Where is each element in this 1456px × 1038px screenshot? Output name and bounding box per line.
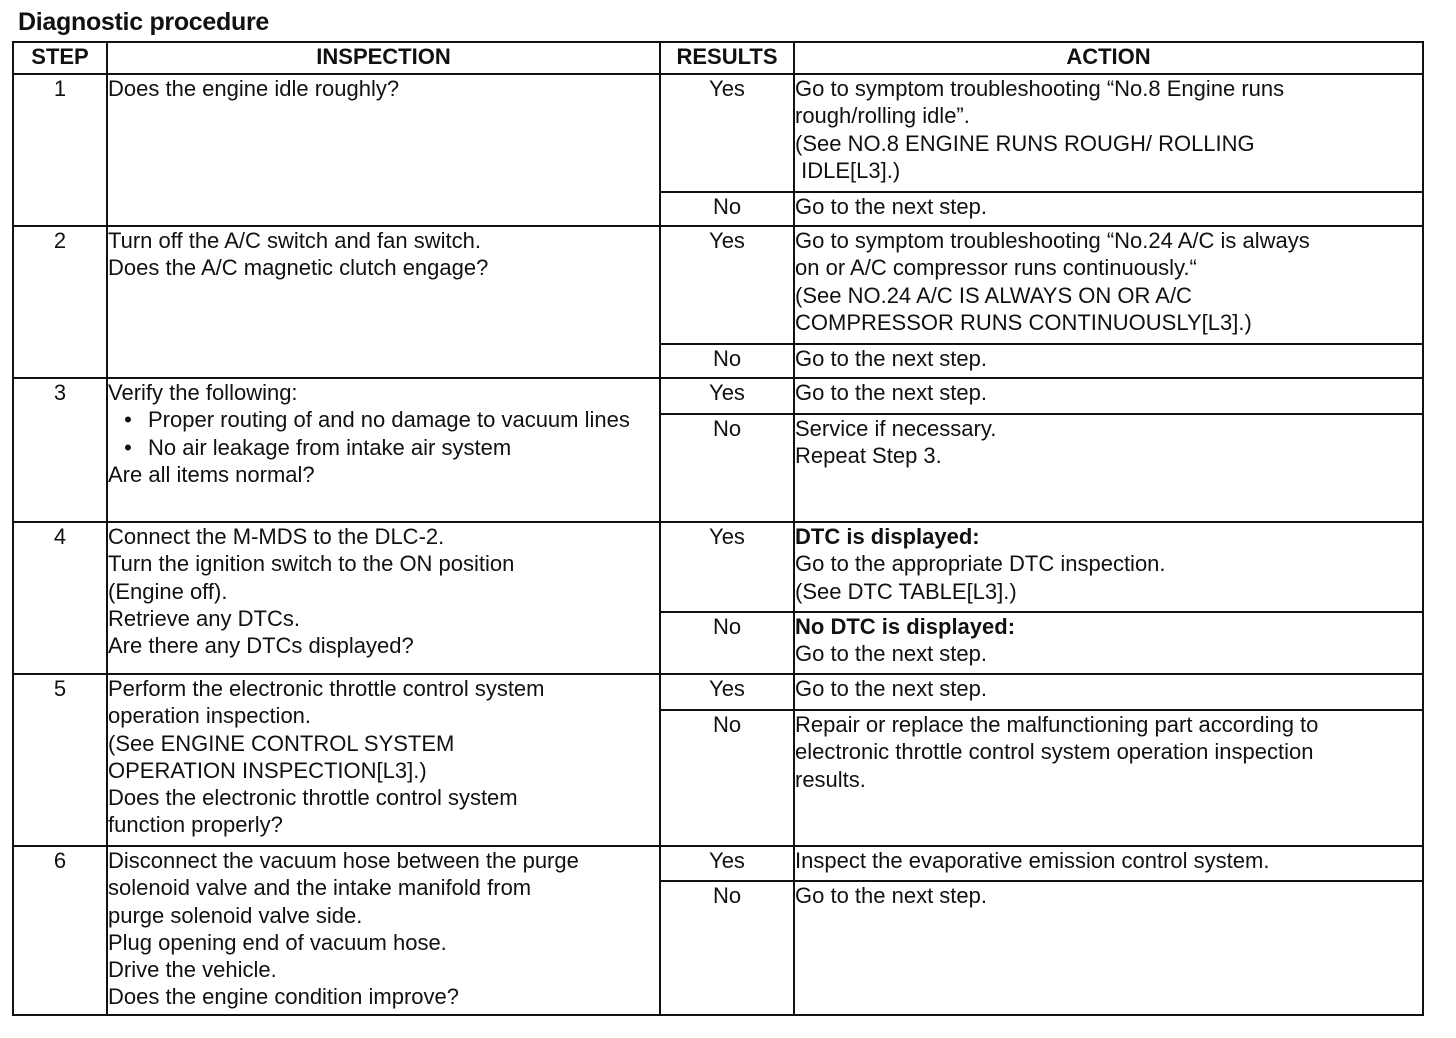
action-text: Service if necessary. [795, 416, 997, 441]
step-number: 2 [13, 226, 107, 378]
action-cell [794, 674, 1423, 710]
inspection-text: Disconnect the vacuum hose between the purge [108, 848, 579, 873]
inspection-text: OPERATION INSPECTION[L3].) [108, 757, 427, 783]
result-yes: Yes [660, 846, 794, 881]
step-number: 1 [13, 74, 107, 226]
bullet-icon: • [124, 434, 132, 460]
action-text: (See DTC TABLE[L3].) [795, 578, 1017, 604]
result-no: No [660, 192, 794, 226]
result-yes: Yes [660, 226, 794, 344]
action-text: (See NO.8 ENGINE RUNS ROUGH/ ROLLING [795, 130, 1255, 156]
inspection-text: Plug opening end of vacuum hose. [108, 929, 447, 955]
action-text: Go to symptom troubleshooting “No.24 A/C is always [795, 228, 1310, 253]
table-header-row [13, 42, 1423, 74]
inspection-text: Turn off the A/C switch and fan switch. [108, 228, 481, 253]
action-text: on or A/C compressor runs continuously.“ [795, 255, 1197, 281]
inspection-cell [107, 74, 660, 226]
page-title: Diagnostic procedure [18, 8, 269, 36]
inspection-text: Does the electronic throttle control system [108, 785, 518, 811]
inspection-text: Does the engine condition improve? [108, 984, 460, 1010]
bullet-text: No air leakage from intake air system [148, 434, 512, 460]
action-text: Repair or replace the malfunctioning part according to [795, 712, 1319, 737]
inspection-text: Perform the electronic throttle control system [108, 676, 545, 701]
header-inspection: INSPECTION [107, 42, 660, 74]
action-text: Go to the next step. [795, 883, 988, 908]
result-yes: Yes [660, 378, 794, 414]
result-yes: Yes [660, 674, 794, 710]
action-text: results. [795, 766, 866, 792]
bullet-text: Proper routing of and no damage to vacuum lines [148, 407, 630, 433]
step-number: 4 [13, 522, 107, 674]
inspection-text: Does the A/C magnetic clutch engage? [108, 255, 489, 281]
inspection-cell [107, 522, 660, 674]
action-cell [794, 846, 1423, 881]
step-number: 3 [13, 378, 107, 522]
action-text: Repeat Step 3. [795, 443, 942, 469]
bullet-item [108, 406, 659, 433]
inspection-text: purge solenoid valve side. [108, 902, 363, 928]
inspection-text: Retrieve any DTCs. [108, 605, 300, 631]
inspection-text: function properly? [108, 812, 283, 838]
action-cell [794, 226, 1423, 344]
inspection-cell [107, 846, 660, 1015]
result-yes: Yes [660, 522, 794, 612]
inspection-text: Drive the vehicle. [108, 957, 277, 983]
header-results: RESULTS [660, 42, 794, 74]
action-cell [794, 378, 1423, 414]
header-step: STEP [13, 42, 107, 74]
action-text: rough/rolling idle”. [795, 103, 970, 129]
action-text: Go to the next step. [795, 641, 988, 667]
table-row [13, 74, 1423, 192]
action-heading: DTC is displayed: [795, 524, 980, 549]
table-row [13, 522, 1423, 612]
inspection-text: (See ENGINE CONTROL SYSTEM [108, 730, 455, 756]
result-no: No [660, 612, 794, 674]
action-heading: No DTC is displayed: [795, 614, 1016, 639]
diagnostic-table [12, 41, 1424, 1016]
bullet-item [108, 434, 659, 461]
inspection-text: Turn the ignition switch to the ON position [108, 551, 515, 577]
action-text: Go to the next step. [795, 676, 988, 701]
action-text: Go to symptom troubleshooting “No.8 Engine runs [795, 76, 1285, 101]
inspection-text: operation inspection. [108, 703, 312, 729]
action-text: Go to the next step. [795, 380, 988, 405]
action-text: electronic throttle control system operation inspection [795, 739, 1314, 765]
result-no: No [660, 344, 794, 378]
action-cell [794, 881, 1423, 1015]
table-row [13, 674, 1423, 710]
action-cell [794, 192, 1423, 226]
step-number: 6 [13, 846, 107, 1015]
header-action: ACTION [794, 42, 1423, 74]
table-row [13, 846, 1423, 881]
action-text: Inspect the evaporative emission control system. [795, 848, 1270, 873]
table-row [13, 226, 1423, 344]
inspection-text: solenoid valve and the intake manifold from [108, 875, 532, 901]
action-text: COMPRESSOR RUNS CONTINUOUSLY[L3].) [795, 309, 1252, 335]
result-no: No [660, 881, 794, 1015]
result-no: No [660, 414, 794, 522]
inspection-cell [107, 674, 660, 846]
inspection-text: Are there any DTCs displayed? [108, 633, 414, 659]
action-text: Go to the next step. [795, 346, 988, 371]
inspection-cell [107, 226, 660, 378]
action-cell [794, 344, 1423, 378]
table-row [13, 378, 1423, 414]
action-cell [794, 74, 1423, 192]
inspection-text: Are all items normal? [108, 461, 315, 487]
inspection-cell [107, 378, 660, 522]
action-text: (See NO.24 A/C IS ALWAYS ON OR A/C [795, 282, 1192, 308]
action-text: IDLE[L3].) [795, 157, 901, 183]
step-number: 5 [13, 674, 107, 846]
inspection-text: Verify the following: [108, 380, 298, 405]
action-cell [794, 612, 1423, 674]
action-cell [794, 414, 1423, 522]
inspection-text: (Engine off). [108, 578, 228, 604]
action-text: Go to the appropriate DTC inspection. [795, 551, 1166, 577]
inspection-text: Does the engine idle roughly? [108, 76, 400, 101]
result-yes: Yes [660, 74, 794, 192]
inspection-text: Connect the M-MDS to the DLC-2. [108, 524, 445, 549]
result-no: No [660, 710, 794, 846]
action-cell [794, 710, 1423, 846]
action-cell [794, 522, 1423, 612]
action-text: Go to the next step. [795, 194, 988, 219]
bullet-icon: • [124, 407, 132, 433]
